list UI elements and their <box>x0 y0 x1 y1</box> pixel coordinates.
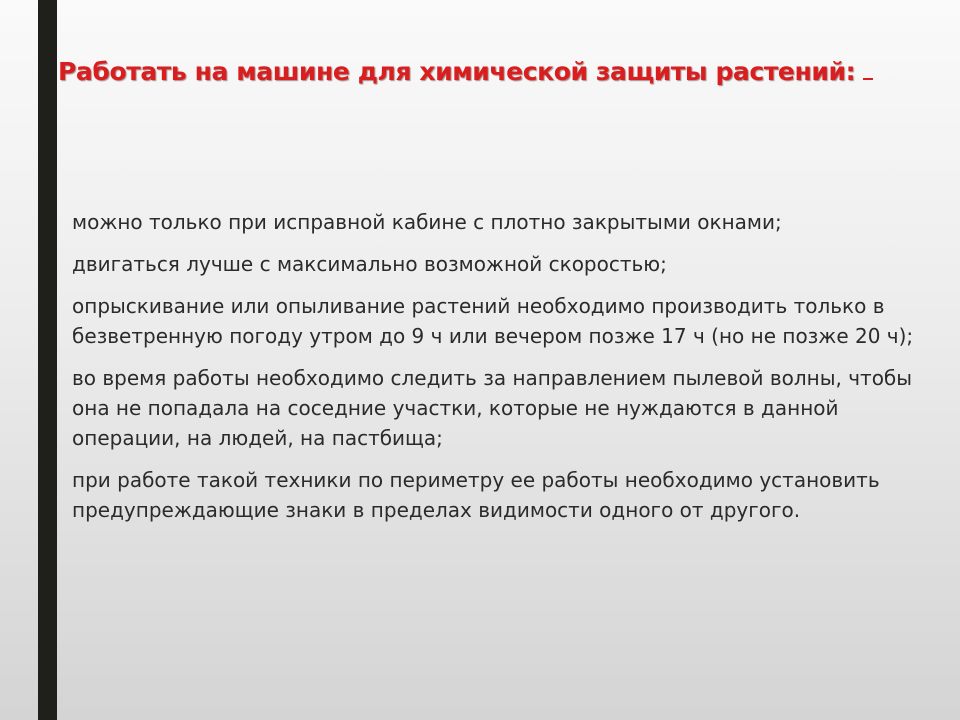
square-bullet-icon <box>44 261 53 270</box>
bullet-text: двигаться лучше с максимально возможной скоростью; <box>72 252 667 276</box>
bullet-text: при работе такой техники по периметру ее работы необходимо установить предупреждающие знаки в пределах видимости одного от другого. <box>72 468 880 522</box>
slide-title <box>58 56 938 86</box>
square-bullet-icon <box>44 477 53 486</box>
square-bullet-icon <box>44 375 53 384</box>
square-bullet-icon <box>44 303 53 312</box>
bullet-text: можно только при исправной кабине с плотно закрытыми окнами; <box>72 210 782 234</box>
square-bullet-icon <box>44 219 53 228</box>
bullet-item <box>44 465 936 525</box>
slide-title-text: Работать на машине для химической защиты растений: <box>58 57 856 86</box>
bullet-list <box>44 207 936 537</box>
bullet-item <box>44 207 936 237</box>
bullet-text: во время работы необходимо следить за направлением пылевой волны, чтобы она не попадала на соседние участки, которые не нуждаются в данной операции, на людей, на пастбища; <box>72 366 913 450</box>
bullet-item <box>44 291 936 351</box>
bullet-text: опрыскивание или опыливание растений необходимо производить только в безветренную погоду утром до 9 ч или вечером позже 17 ч (но не позже 20 ч); <box>72 294 914 348</box>
bullet-item <box>44 249 936 279</box>
title-underscore <box>863 56 873 80</box>
bullet-item <box>44 363 936 453</box>
